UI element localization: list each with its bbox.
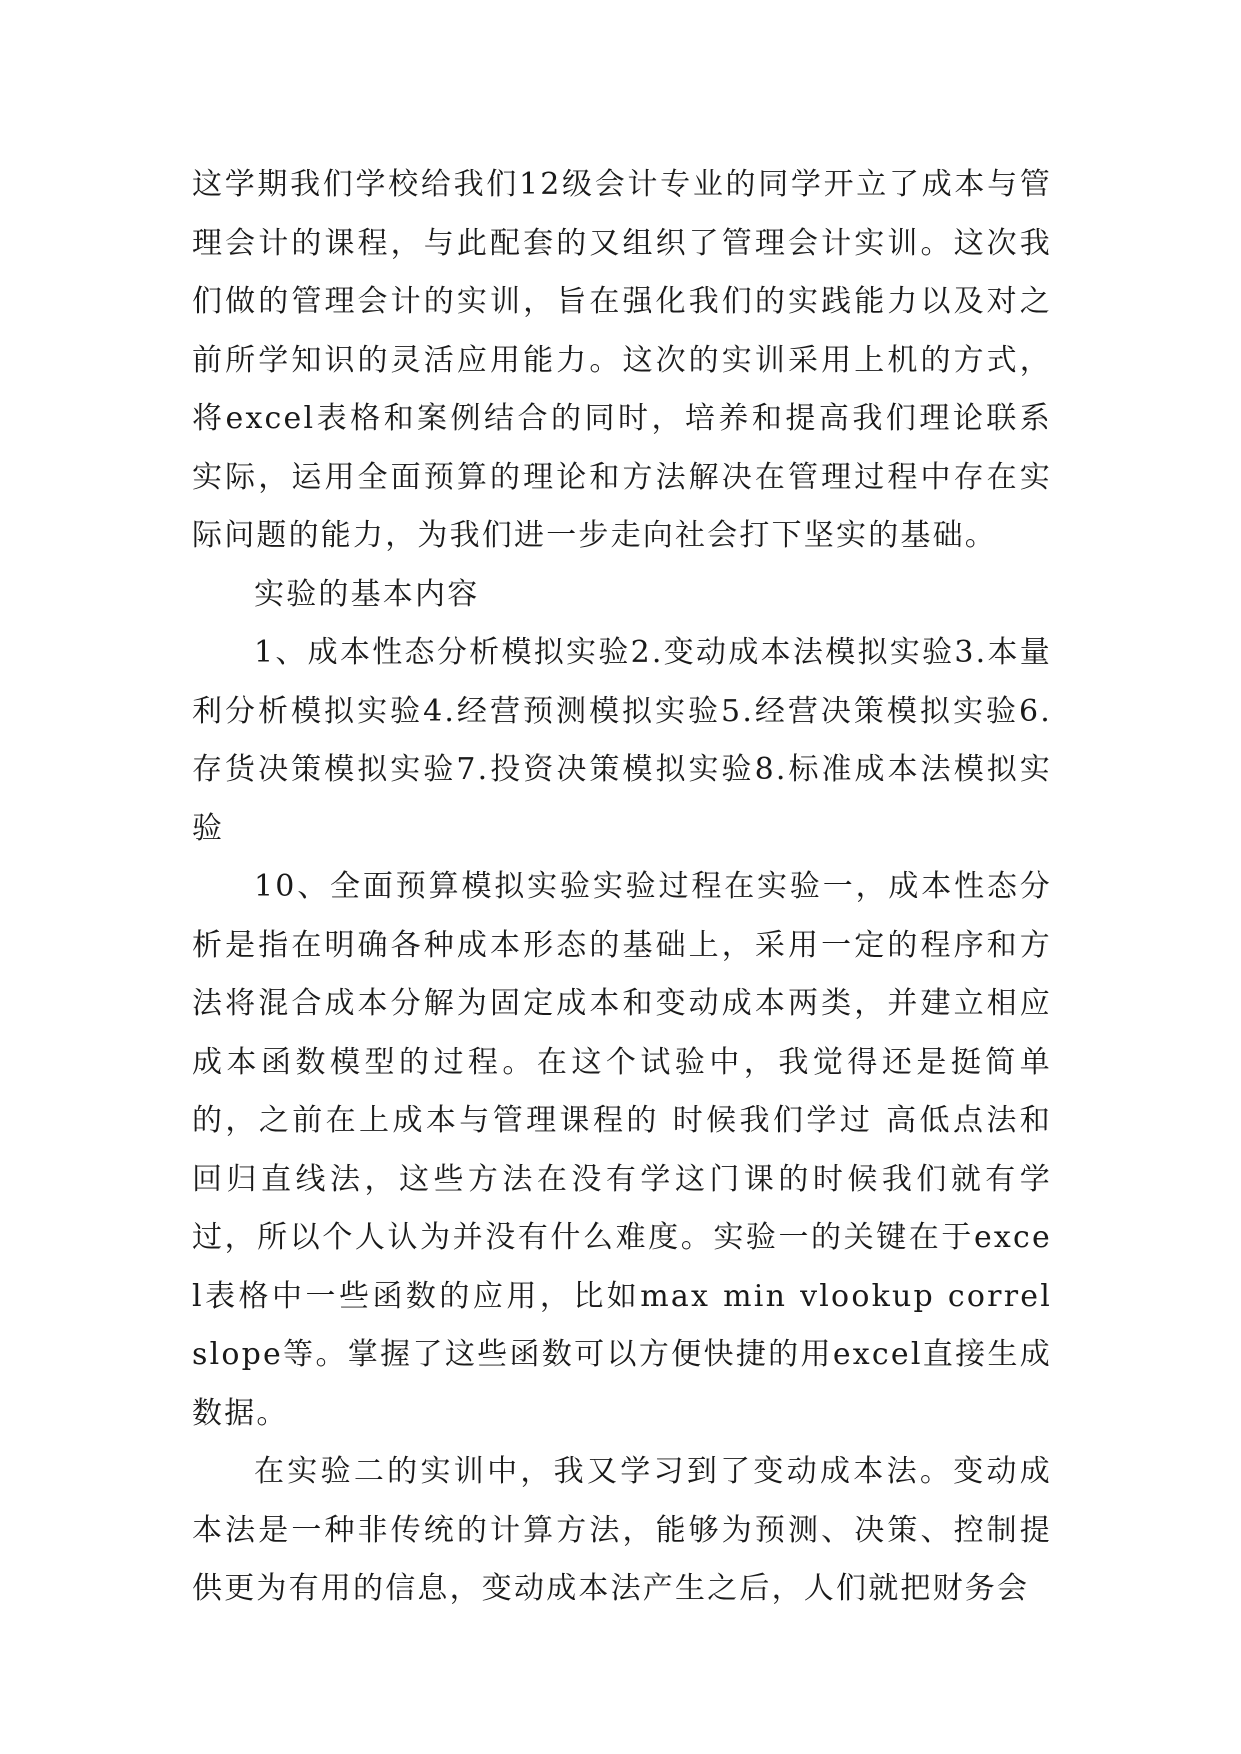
document-body bbox=[192, 156, 1052, 1619]
paragraph-intro: 这学期我们学校给我们12级会计专业的同学开立了成本与管理会计的课程，与此配套的又组织了管理会计实训。这次我们做的管理会计的实训，旨在强化我们的实践能力以及对之前所学知识的灵活应用能力。这次的实训采用上机的方式，将excel表格和案例结合的同时，培养和提高我们理论联系实际，运用全面预算的理论和方法解决在管理过程中存在实际问题的能力，为我们进一步走向社会打下坚实的基础。 bbox=[192, 167, 1052, 553]
paragraph-experiment-contents-heading: 实验的基本内容 bbox=[254, 576, 480, 612]
paragraph-experiment-one: 10、全面预算模拟实验实验过程在实验一，成本性态分析是指在明确各种成本形态的基础上，采用一定的程序和方法将混合成本分解为固定成本和变动成本两类，并建立相应成本函数模型的过程。在这个试验中，我觉得还是挺简单的，之前在上成本与管理课程的 时候我们学过 高低点法和回归直线法，这些方法在没有学这门课的时候我们就有学过，所以个人认为并没有什么难度。实验一的关键在于excel表格中一些函数的应用，比如max min vlookup correl slope等。掌握了这些函数可以方便快捷的用excel直接生成数据。 bbox=[192, 869, 1052, 1431]
paragraph-experiment-list: 1、成本性态分析模拟实验2.变动成本法模拟实验3.本量利分析模拟实验4.经营预测模拟实验5.经营决策模拟实验6.存货决策模拟实验7.投资决策模拟实验8.标准成本法模拟实验 bbox=[192, 635, 1052, 846]
paragraph-experiment-two: 在实验二的实训中，我又学习到了变动成本法。变动成本法是一种非传统的计算方法，能够为预测、决策、控制提供更为有用的信息，变动成本法产生之后，人们就把财务会 bbox=[192, 1454, 1052, 1606]
